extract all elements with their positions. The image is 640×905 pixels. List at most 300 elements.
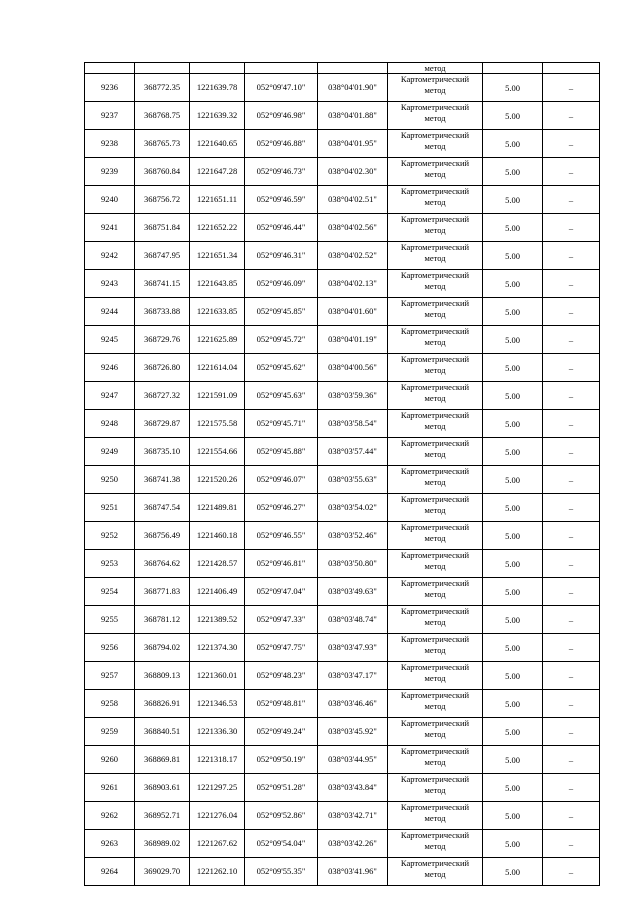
accuracy: 5.00 — [483, 802, 543, 830]
coord-y: 1221336.30 — [190, 718, 245, 746]
note: – — [543, 690, 600, 718]
method-line-1: Картометрический — [400, 326, 470, 336]
method-line-2: метод — [424, 421, 446, 431]
note: – — [543, 298, 600, 326]
longitude: 038°03'45.92" — [318, 718, 388, 746]
method-line-1: Картометрический — [400, 298, 470, 308]
coord-x: 368747.54 — [135, 494, 190, 522]
latitude: 052°09'47.33" — [245, 606, 318, 634]
longitude: 038°03'59.36" — [318, 382, 388, 410]
coord-y: 1221651.11 — [190, 186, 245, 214]
latitude: 052°09'51.28" — [245, 774, 318, 802]
coord-x: 368726.80 — [135, 354, 190, 382]
note: – — [543, 410, 600, 438]
longitude: 038°03'46.46" — [318, 690, 388, 718]
accuracy: 5.00 — [483, 550, 543, 578]
point-number: 9258 — [85, 690, 135, 718]
accuracy: 5.00 — [483, 382, 543, 410]
latitude: 052°09'50.19" — [245, 746, 318, 774]
method-line-1: Картометрический — [400, 466, 470, 476]
table-row — [85, 130, 600, 158]
method-line-1: Картометрический — [400, 410, 470, 420]
method-cell — [388, 242, 483, 270]
note: – — [543, 578, 600, 606]
coord-x: 368741.38 — [135, 466, 190, 494]
table-row — [85, 494, 600, 522]
point-number: 9256 — [85, 634, 135, 662]
longitude: 038°03'41.96" — [318, 858, 388, 886]
longitude: 038°03'57.44" — [318, 438, 388, 466]
accuracy: 5.00 — [483, 522, 543, 550]
point-number: 9238 — [85, 130, 135, 158]
table-row — [85, 298, 600, 326]
method-cell — [388, 578, 483, 606]
method-line-2: метод — [424, 281, 446, 291]
accuracy: 5.00 — [483, 326, 543, 354]
coordinates-table-container — [84, 62, 600, 886]
method-line-1: Картометрический — [400, 158, 470, 168]
latitude: 052°09'48.23" — [245, 662, 318, 690]
note: – — [543, 746, 600, 774]
accuracy: 5.00 — [483, 718, 543, 746]
method-cell — [388, 74, 483, 102]
coord-y: 1221652.22 — [190, 214, 245, 242]
accuracy: 5.00 — [483, 74, 543, 102]
latitude: 052°09'45.71" — [245, 410, 318, 438]
note: – — [543, 382, 600, 410]
cell-empty — [190, 63, 245, 74]
method-line-1: Картометрический — [400, 746, 470, 756]
coord-y: 1221625.89 — [190, 326, 245, 354]
coord-x: 368989.02 — [135, 830, 190, 858]
coord-x: 368768.75 — [135, 102, 190, 130]
note: – — [543, 242, 600, 270]
point-number: 9262 — [85, 802, 135, 830]
table-row — [85, 522, 600, 550]
method-line-2: метод — [424, 673, 446, 683]
point-number: 9239 — [85, 158, 135, 186]
coord-x: 368751.84 — [135, 214, 190, 242]
coord-x: 368735.10 — [135, 438, 190, 466]
method-line-1: Картометрический — [400, 550, 470, 560]
method-line-1: Картометрический — [400, 102, 470, 112]
method-line-2: метод — [424, 617, 446, 627]
point-number: 9257 — [85, 662, 135, 690]
accuracy: 5.00 — [483, 214, 543, 242]
accuracy: 5.00 — [483, 270, 543, 298]
longitude: 038°03'48.74" — [318, 606, 388, 634]
note: – — [543, 858, 600, 886]
cell-empty — [543, 63, 600, 74]
latitude: 052°09'46.81" — [245, 550, 318, 578]
coord-y: 1221360.01 — [190, 662, 245, 690]
latitude: 052°09'46.31" — [245, 242, 318, 270]
method-cell — [388, 690, 483, 718]
method-line-2: метод — [424, 169, 446, 179]
coord-x: 368781.12 — [135, 606, 190, 634]
table-row — [85, 270, 600, 298]
coord-x: 368733.88 — [135, 298, 190, 326]
coord-x: 368756.72 — [135, 186, 190, 214]
longitude: 038°04'00.56" — [318, 354, 388, 382]
point-number: 9245 — [85, 326, 135, 354]
latitude: 052°09'48.81" — [245, 690, 318, 718]
method-cell — [388, 550, 483, 578]
method-cell — [388, 270, 483, 298]
table-row — [85, 550, 600, 578]
method-line-1: Картометрический — [400, 690, 470, 700]
cell-empty — [135, 63, 190, 74]
method-line-1: Картометрический — [400, 522, 470, 532]
longitude: 038°03'54.02" — [318, 494, 388, 522]
coord-x: 368794.02 — [135, 634, 190, 662]
point-number: 9252 — [85, 522, 135, 550]
table-row — [85, 746, 600, 774]
method-line-1: Картометрический — [400, 634, 470, 644]
method-cell — [388, 718, 483, 746]
coord-y: 1221267.62 — [190, 830, 245, 858]
coord-y: 1221614.04 — [190, 354, 245, 382]
note: – — [543, 550, 600, 578]
note: – — [543, 158, 600, 186]
coord-y: 1221262.10 — [190, 858, 245, 886]
point-number: 9242 — [85, 242, 135, 270]
continuation-row — [85, 63, 600, 74]
point-number: 9236 — [85, 74, 135, 102]
method-line-2: метод — [424, 337, 446, 347]
latitude: 052°09'46.27" — [245, 494, 318, 522]
method-line-1: Картометрический — [400, 494, 470, 504]
latitude: 052°09'46.88" — [245, 130, 318, 158]
coord-x: 368756.49 — [135, 522, 190, 550]
coord-x: 369029.70 — [135, 858, 190, 886]
method-line-2: метод — [424, 113, 446, 123]
method-line-1: Картометрический — [400, 606, 470, 616]
table-row — [85, 718, 600, 746]
coord-x: 368869.81 — [135, 746, 190, 774]
coord-x: 368764.62 — [135, 550, 190, 578]
note: – — [543, 830, 600, 858]
accuracy: 5.00 — [483, 354, 543, 382]
method-line-2: метод — [424, 841, 446, 851]
point-number: 9261 — [85, 774, 135, 802]
latitude: 052°09'46.59" — [245, 186, 318, 214]
method-line-2: метод — [424, 645, 446, 655]
table-row — [85, 830, 600, 858]
longitude: 038°04'01.95" — [318, 130, 388, 158]
point-number: 9244 — [85, 298, 135, 326]
coord-y: 1221651.34 — [190, 242, 245, 270]
coord-y: 1221640.65 — [190, 130, 245, 158]
accuracy: 5.00 — [483, 242, 543, 270]
note: – — [543, 438, 600, 466]
note: – — [543, 494, 600, 522]
table-row — [85, 858, 600, 886]
coord-x: 368729.87 — [135, 410, 190, 438]
point-number: 9259 — [85, 718, 135, 746]
table-row — [85, 242, 600, 270]
accuracy: 5.00 — [483, 410, 543, 438]
coord-y: 1221346.53 — [190, 690, 245, 718]
accuracy: 5.00 — [483, 690, 543, 718]
accuracy: 5.00 — [483, 830, 543, 858]
method-line-1: Картометрический — [400, 578, 470, 588]
method-cell — [388, 130, 483, 158]
coord-y: 1221389.52 — [190, 606, 245, 634]
method-line-2: метод — [424, 309, 446, 319]
method-line-2: метод — [424, 533, 446, 543]
coord-y: 1221374.30 — [190, 634, 245, 662]
coord-y: 1221639.32 — [190, 102, 245, 130]
method-cell — [388, 438, 483, 466]
method-line-1: Картометрический — [400, 858, 470, 868]
latitude: 052°09'45.88" — [245, 438, 318, 466]
longitude: 038°04'02.13" — [318, 270, 388, 298]
coord-y: 1221575.58 — [190, 410, 245, 438]
method-line-1: Картометрический — [400, 74, 470, 84]
point-number: 9260 — [85, 746, 135, 774]
method-line-2: метод — [424, 869, 446, 879]
point-number: 9251 — [85, 494, 135, 522]
coord-y: 1221633.85 — [190, 298, 245, 326]
coord-y: 1221318.17 — [190, 746, 245, 774]
coord-y: 1221276.04 — [190, 802, 245, 830]
method-cell — [388, 606, 483, 634]
coord-y: 1221647.28 — [190, 158, 245, 186]
method-line-1: Картометрический — [400, 242, 470, 252]
method-cell — [388, 354, 483, 382]
point-number: 9250 — [85, 466, 135, 494]
method-line-1: Картометрический — [400, 802, 470, 812]
table-row — [85, 410, 600, 438]
note: – — [543, 74, 600, 102]
accuracy: 5.00 — [483, 774, 543, 802]
method-line-1: Картометрический — [400, 382, 470, 392]
note: – — [543, 354, 600, 382]
method-line-1: Картометрический — [400, 130, 470, 140]
longitude: 038°03'47.17" — [318, 662, 388, 690]
table-row — [85, 438, 600, 466]
latitude: 052°09'55.35" — [245, 858, 318, 886]
point-number: 9243 — [85, 270, 135, 298]
table-row — [85, 74, 600, 102]
latitude: 052°09'47.04" — [245, 578, 318, 606]
cell-empty — [245, 63, 318, 74]
accuracy: 5.00 — [483, 494, 543, 522]
method-line-2: метод — [424, 701, 446, 711]
longitude: 038°03'58.54" — [318, 410, 388, 438]
coord-x: 368747.95 — [135, 242, 190, 270]
note: – — [543, 634, 600, 662]
method-line-2: метод — [424, 449, 446, 459]
longitude: 038°04'01.90" — [318, 74, 388, 102]
method-line-1: Картометрический — [400, 438, 470, 448]
method-line-1: Картометрический — [400, 214, 470, 224]
point-number: 9247 — [85, 382, 135, 410]
table-row — [85, 214, 600, 242]
note: – — [543, 662, 600, 690]
coord-y: 1221643.85 — [190, 270, 245, 298]
method-line-1: Картометрический — [400, 186, 470, 196]
latitude: 052°09'46.55" — [245, 522, 318, 550]
method-line-2: метод — [424, 505, 446, 515]
point-number: 9249 — [85, 438, 135, 466]
accuracy: 5.00 — [483, 438, 543, 466]
accuracy: 5.00 — [483, 102, 543, 130]
note: – — [543, 718, 600, 746]
longitude: 038°03'52.46" — [318, 522, 388, 550]
point-number: 9246 — [85, 354, 135, 382]
coord-y: 1221460.18 — [190, 522, 245, 550]
latitude: 052°09'45.72" — [245, 326, 318, 354]
longitude: 038°03'50.80" — [318, 550, 388, 578]
note: – — [543, 214, 600, 242]
longitude: 038°04'01.60" — [318, 298, 388, 326]
method-line-2: метод — [424, 729, 446, 739]
accuracy: 5.00 — [483, 158, 543, 186]
method-cell — [388, 494, 483, 522]
latitude: 052°09'52.86" — [245, 802, 318, 830]
method-line-1: Картометрический — [400, 774, 470, 784]
accuracy: 5.00 — [483, 466, 543, 494]
latitude: 052°09'46.09" — [245, 270, 318, 298]
table-row — [85, 662, 600, 690]
coord-x: 368729.76 — [135, 326, 190, 354]
coord-y: 1221520.26 — [190, 466, 245, 494]
coordinates-table — [84, 62, 600, 886]
longitude: 038°03'43.84" — [318, 774, 388, 802]
method-line-2: метод — [424, 813, 446, 823]
point-number: 9254 — [85, 578, 135, 606]
accuracy: 5.00 — [483, 858, 543, 886]
coord-y: 1221489.81 — [190, 494, 245, 522]
point-number: 9263 — [85, 830, 135, 858]
latitude: 052°09'45.63" — [245, 382, 318, 410]
longitude: 038°03'44.95" — [318, 746, 388, 774]
coord-x: 368903.61 — [135, 774, 190, 802]
method-line-2: метод — [424, 393, 446, 403]
note: – — [543, 802, 600, 830]
coord-x: 368826.91 — [135, 690, 190, 718]
coord-y: 1221591.09 — [190, 382, 245, 410]
cell-empty — [318, 63, 388, 74]
method-line-1: Картометрический — [400, 354, 470, 364]
point-number: 9253 — [85, 550, 135, 578]
method-cell — [388, 158, 483, 186]
method-cell — [388, 186, 483, 214]
latitude: 052°09'46.07" — [245, 466, 318, 494]
method-line-2: метод — [424, 85, 446, 95]
method-line-2: метод — [424, 477, 446, 487]
point-number: 9255 — [85, 606, 135, 634]
latitude: 052°09'46.73" — [245, 158, 318, 186]
table-row — [85, 634, 600, 662]
method-cell — [388, 326, 483, 354]
longitude: 038°03'42.71" — [318, 802, 388, 830]
point-number: 9240 — [85, 186, 135, 214]
longitude: 038°03'42.26" — [318, 830, 388, 858]
method-cell — [388, 634, 483, 662]
method-line-1: Картометрический — [400, 270, 470, 280]
table-row — [85, 774, 600, 802]
note: – — [543, 102, 600, 130]
accuracy: 5.00 — [483, 130, 543, 158]
coord-y: 1221554.66 — [190, 438, 245, 466]
method-cell — [388, 410, 483, 438]
note: – — [543, 466, 600, 494]
note: – — [543, 130, 600, 158]
table-row — [85, 354, 600, 382]
accuracy: 5.00 — [483, 186, 543, 214]
longitude: 038°04'01.19" — [318, 326, 388, 354]
table-row — [85, 382, 600, 410]
method-cell — [388, 746, 483, 774]
coord-y: 1221406.49 — [190, 578, 245, 606]
coord-x: 368952.71 — [135, 802, 190, 830]
method-cell — [388, 662, 483, 690]
method-line-1: Картометрический — [400, 662, 470, 672]
table-row — [85, 186, 600, 214]
longitude: 038°03'49.63" — [318, 578, 388, 606]
longitude: 038°04'02.52" — [318, 242, 388, 270]
coord-y: 1221428.57 — [190, 550, 245, 578]
coord-x: 368727.32 — [135, 382, 190, 410]
accuracy: 5.00 — [483, 634, 543, 662]
method-line-2: метод — [424, 225, 446, 235]
table-row — [85, 158, 600, 186]
coord-x: 368760.84 — [135, 158, 190, 186]
method-cell — [388, 858, 483, 886]
accuracy: 5.00 — [483, 662, 543, 690]
note: – — [543, 606, 600, 634]
table-row — [85, 802, 600, 830]
method-line-2: метод — [424, 757, 446, 767]
coord-x: 368840.51 — [135, 718, 190, 746]
point-number: 9241 — [85, 214, 135, 242]
method-line-1: Картометрический — [400, 830, 470, 840]
longitude: 038°03'47.93" — [318, 634, 388, 662]
point-number: 9264 — [85, 858, 135, 886]
note: – — [543, 270, 600, 298]
note: – — [543, 522, 600, 550]
coord-x: 368765.73 — [135, 130, 190, 158]
table-row — [85, 606, 600, 634]
coord-x: 368809.13 — [135, 662, 190, 690]
table-row — [85, 326, 600, 354]
method-cell — [388, 522, 483, 550]
table-row — [85, 102, 600, 130]
longitude: 038°04'02.30" — [318, 158, 388, 186]
latitude: 052°09'47.10" — [245, 74, 318, 102]
latitude: 052°09'49.24" — [245, 718, 318, 746]
method-line-1: Картометрический — [400, 718, 470, 728]
coord-y: 1221297.25 — [190, 774, 245, 802]
longitude: 038°04'02.56" — [318, 214, 388, 242]
method-line-2: метод — [424, 365, 446, 375]
method-cell — [388, 102, 483, 130]
accuracy: 5.00 — [483, 746, 543, 774]
method-cell — [388, 214, 483, 242]
method-line-2: метод — [424, 197, 446, 207]
latitude: 052°09'45.85" — [245, 298, 318, 326]
table-row — [85, 466, 600, 494]
coord-x: 368771.83 — [135, 578, 190, 606]
table-row — [85, 578, 600, 606]
latitude: 052°09'47.75" — [245, 634, 318, 662]
method-cell — [388, 382, 483, 410]
latitude: 052°09'46.44" — [245, 214, 318, 242]
method-cell — [388, 774, 483, 802]
